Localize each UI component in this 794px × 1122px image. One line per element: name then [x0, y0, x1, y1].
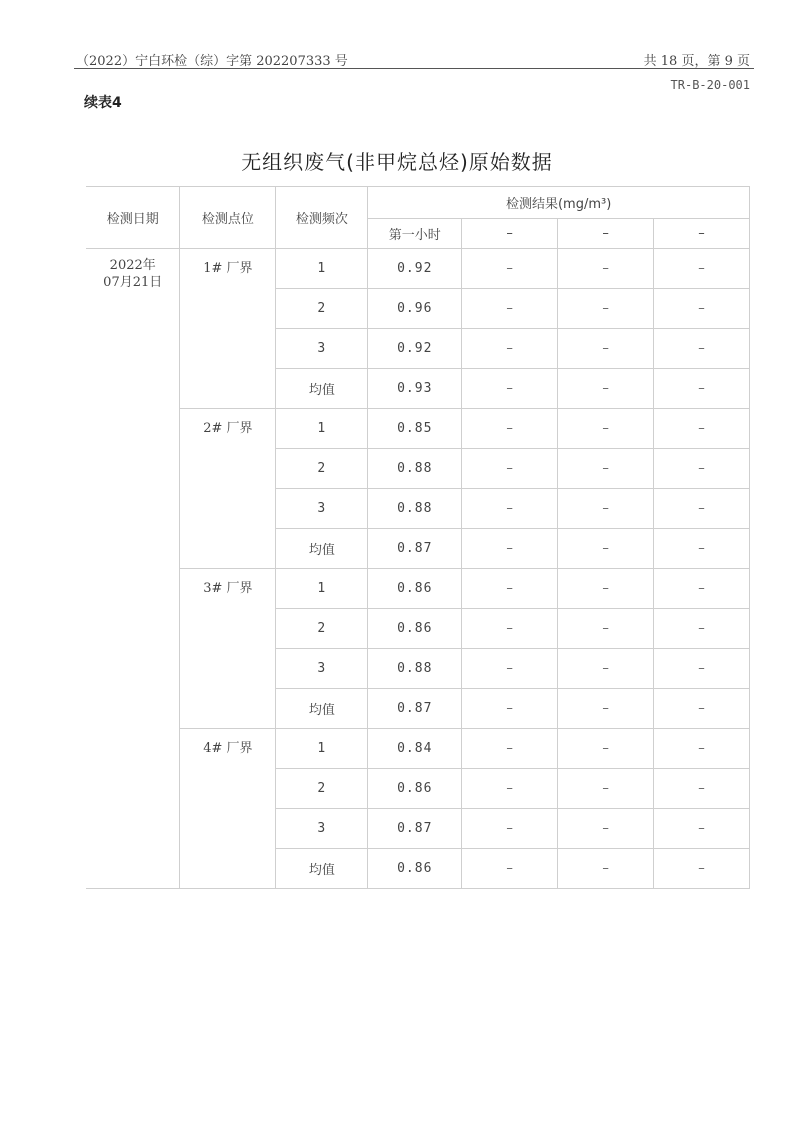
header-hour1: 第一小时 — [368, 219, 462, 249]
result-hour3-cell: – — [558, 449, 654, 489]
result-hour1-cell: 0.92 — [368, 249, 462, 289]
result-hour1-cell: 0.88 — [368, 449, 462, 489]
frequency-cell: 1 — [276, 409, 368, 449]
result-hour1-cell: 0.87 — [368, 529, 462, 569]
result-hour3-cell: – — [558, 529, 654, 569]
frequency-cell: 2 — [276, 289, 368, 329]
point-cell: 1# 厂界 — [180, 249, 276, 409]
report-number: （2022）宁白环检（综）字第 202207333 号 — [76, 54, 348, 69]
result-hour1-cell: 0.86 — [368, 769, 462, 809]
result-hour1-cell: 0.85 — [368, 409, 462, 449]
result-hour1-cell: 0.87 — [368, 809, 462, 849]
frequency-cell: 1 — [276, 249, 368, 289]
table-row — [86, 409, 750, 449]
result-hour1-cell: 0.93 — [368, 369, 462, 409]
header-result-group: 检测结果(mg/m³) — [368, 187, 750, 219]
continued-table-label: 续表4 — [84, 95, 122, 111]
page-title: 无组织废气(非甲烷总烃)原始数据 — [241, 150, 553, 174]
frequency-cell: 3 — [276, 329, 368, 369]
date-line-1: 2022年 — [109, 258, 156, 273]
table-body — [86, 249, 750, 889]
result-hour2-cell: – — [462, 729, 558, 769]
frequency-cell: 1 — [276, 729, 368, 769]
result-hour4-cell: – — [654, 289, 750, 329]
header-divider — [74, 68, 754, 69]
frequency-cell: 2 — [276, 609, 368, 649]
document-code: TR-B-20-001 — [670, 78, 750, 92]
header-hour4: – — [654, 219, 750, 249]
frequency-cell: 3 — [276, 489, 368, 529]
result-hour2-cell: – — [462, 249, 558, 289]
result-hour3-cell: – — [558, 849, 654, 889]
frequency-cell: 3 — [276, 809, 368, 849]
result-hour3-cell: – — [558, 649, 654, 689]
result-hour4-cell: – — [654, 249, 750, 289]
frequency-cell: 均值 — [276, 369, 368, 409]
result-hour3-cell: – — [558, 249, 654, 289]
result-hour3-cell: – — [558, 329, 654, 369]
header-point: 检测点位 — [180, 187, 276, 249]
result-hour3-cell: – — [558, 289, 654, 329]
result-hour2-cell: – — [462, 409, 558, 449]
date-line-2: 07月21日 — [103, 275, 163, 290]
point-cell: 3# 厂界 — [180, 569, 276, 729]
result-hour4-cell: – — [654, 529, 750, 569]
result-hour2-cell: – — [462, 529, 558, 569]
result-hour2-cell: – — [462, 609, 558, 649]
result-hour3-cell: – — [558, 369, 654, 409]
frequency-cell: 均值 — [276, 529, 368, 569]
header-hour3: – — [558, 219, 654, 249]
result-hour1-cell: 0.84 — [368, 729, 462, 769]
header-date: 检测日期 — [86, 187, 180, 249]
result-hour3-cell: – — [558, 769, 654, 809]
result-hour4-cell: – — [654, 489, 750, 529]
result-hour2-cell: – — [462, 569, 558, 609]
result-hour1-cell: 0.86 — [368, 849, 462, 889]
point-cell: 4# 厂界 — [180, 729, 276, 889]
result-hour4-cell: – — [654, 849, 750, 889]
result-hour2-cell: – — [462, 769, 558, 809]
frequency-cell: 均值 — [276, 689, 368, 729]
frequency-cell: 1 — [276, 569, 368, 609]
frequency-cell: 2 — [276, 449, 368, 489]
point-cell: 2# 厂界 — [180, 409, 276, 569]
raw-data-table — [86, 186, 750, 889]
table-row — [86, 249, 750, 289]
result-hour3-cell: – — [558, 609, 654, 649]
result-hour4-cell: – — [654, 369, 750, 409]
result-hour3-cell: – — [558, 809, 654, 849]
result-hour2-cell: – — [462, 289, 558, 329]
result-hour1-cell: 0.92 — [368, 329, 462, 369]
result-hour1-cell: 0.88 — [368, 649, 462, 689]
result-hour3-cell: – — [558, 489, 654, 529]
table-row — [86, 729, 750, 769]
page-info: 共 18 页，第 9 页 — [643, 54, 750, 69]
header-frequency: 检测频次 — [276, 187, 368, 249]
result-hour4-cell: – — [654, 809, 750, 849]
result-hour1-cell: 0.86 — [368, 569, 462, 609]
frequency-cell: 3 — [276, 649, 368, 689]
result-hour1-cell: 0.86 — [368, 609, 462, 649]
result-hour3-cell: – — [558, 569, 654, 609]
date-cell — [86, 249, 180, 889]
result-hour2-cell: – — [462, 449, 558, 489]
result-hour2-cell: – — [462, 809, 558, 849]
result-hour2-cell: – — [462, 329, 558, 369]
result-hour3-cell: – — [558, 409, 654, 449]
result-hour2-cell: – — [462, 849, 558, 889]
frequency-cell: 2 — [276, 769, 368, 809]
frequency-cell: 均值 — [276, 849, 368, 889]
result-hour4-cell: – — [654, 609, 750, 649]
result-hour3-cell: – — [558, 729, 654, 769]
result-hour4-cell: – — [654, 769, 750, 809]
result-hour4-cell: – — [654, 689, 750, 729]
result-hour1-cell: 0.88 — [368, 489, 462, 529]
result-hour4-cell: – — [654, 569, 750, 609]
result-hour1-cell: 0.87 — [368, 689, 462, 729]
result-hour4-cell: – — [654, 649, 750, 689]
result-hour2-cell: – — [462, 489, 558, 529]
result-hour4-cell: – — [654, 409, 750, 449]
result-hour2-cell: – — [462, 369, 558, 409]
result-hour4-cell: – — [654, 729, 750, 769]
header-hour2: – — [462, 219, 558, 249]
table-row — [86, 569, 750, 609]
result-hour4-cell: – — [654, 329, 750, 369]
result-hour2-cell: – — [462, 689, 558, 729]
result-hour3-cell: – — [558, 689, 654, 729]
result-hour4-cell: – — [654, 449, 750, 489]
result-hour2-cell: – — [462, 649, 558, 689]
result-hour1-cell: 0.96 — [368, 289, 462, 329]
